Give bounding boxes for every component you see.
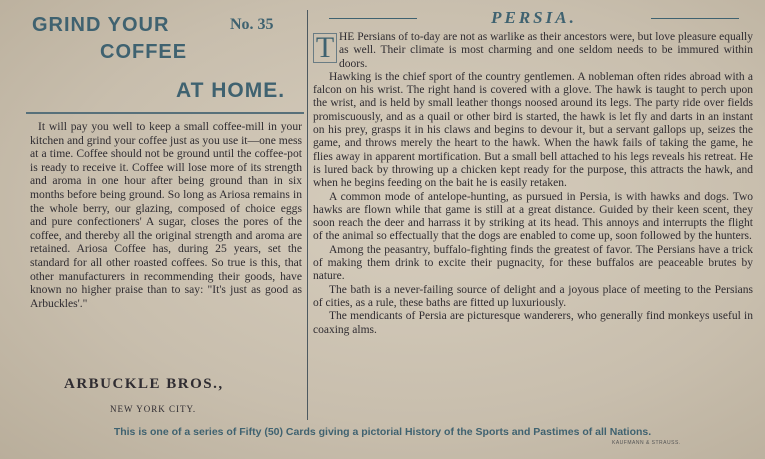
headline-line-2: COFFEE (100, 41, 188, 63)
headline-line-3: AT HOME. (176, 79, 286, 102)
article-paragraph: HE Persians of to-day are not as warlike as their ancestors were, but love pleasure equally as well. Their climate is most charming and one seldom needs to be immured within doors. (339, 31, 753, 70)
card-number: No. 35 (230, 16, 274, 33)
article-paragraph: Among the peasantry, buffalo-fighting finds the greatest of favor. The Persians have a trick of making them drink to excite their pugnacity, for these buffalos are peaceable brutes by nature. (313, 243, 753, 283)
advert-body-text: It will pay you well to keep a small coffee-mill in your kitchen and grind your coffee just as you use it—one mess at a time. Coffee should not be ground until the coffee-pot is ready to receive it. Coffee will lose more of its strength and aroma in one hour after being ground than in six months before being ground. So long as Ariosa remains in the whole berry, our glazing, composed of choice eggs and pure confectioners' A sugar, closes the pores of the coffee, and thereby all the original strength and aroma are retained. Ariosa Coffee has, during 25 years, set the standard for all other roasted coffees. So true is this, that other manufacturers in recommending their goods, have known no higher praise than to say: "It's just as good as Arbuckles'." (30, 120, 302, 310)
company-name: ARBUCKLE BROS., (64, 376, 224, 392)
article-title-row (313, 8, 755, 30)
column-divider (307, 10, 308, 420)
headline-divider (26, 112, 304, 114)
article-paragraph: A common mode of antelope-hunting, as pursued in Persia, is with hawks and dogs. Two hawks are flown while that game is still at a great distance. Guided by their keen scent, they soon reach the deer and harrass it by striking at its head. This annoys and interrupts the flight of the animal so effectually that the dogs are enabled to come up, soon followed by the hunters. (313, 190, 753, 243)
article-paragraph: Hawking is the chief sport of the country gentlemen. A nobleman often rides abroad with a falcon on his wrist. The right hand is covered with a glove. The hawk is taught to perch upon the wrist, and is held by small leather thongs noosed around its legs. The party ride over fields promiscuously, and as a quail or other bird is started, the hawk is let fly and darts in an instant on his prey, grasps it in his claws and begins to devour it, but a servant gallops up, seizes the game, and throws merely the heart to the hawk. When the hawk fails of taking the game, he flies away in apparent mortification. But a small bell attached to his legs reveals his retreat. He is lured back by throwing up a chicken kept ready for the purpose, this attracts the hawk, and when he begins feeding on the bait he is easily retaken. (313, 70, 753, 190)
article-paragraph: The bath is a never-failing source of delight and a joyous place of meeting to the Persians of cities, as a rule, these baths are fitted up luxuriously. (313, 283, 753, 309)
headline-line-1: GRIND YOUR (32, 14, 170, 36)
advert-panel (26, 8, 304, 423)
article-panel (313, 6, 755, 421)
company-city: NEW YORK CITY. (110, 404, 197, 414)
title-ornament-right (651, 18, 739, 19)
article-paragraph: The mendicants of Persia are picturesque wanderers, who generally find monkeys useful in coaxing alms. (313, 310, 753, 336)
drop-cap: T (313, 33, 337, 63)
series-footer: This is one of a series of Fifty (50) Cards giving a pictorial History of the Sports and Pastimes of all Nations. (113, 426, 652, 438)
article-title: PERSIA. (491, 8, 577, 27)
article-body (313, 31, 753, 337)
title-ornament-left (329, 18, 417, 19)
printer-credit: KAUFMANN & STRAUSS. (612, 440, 681, 446)
